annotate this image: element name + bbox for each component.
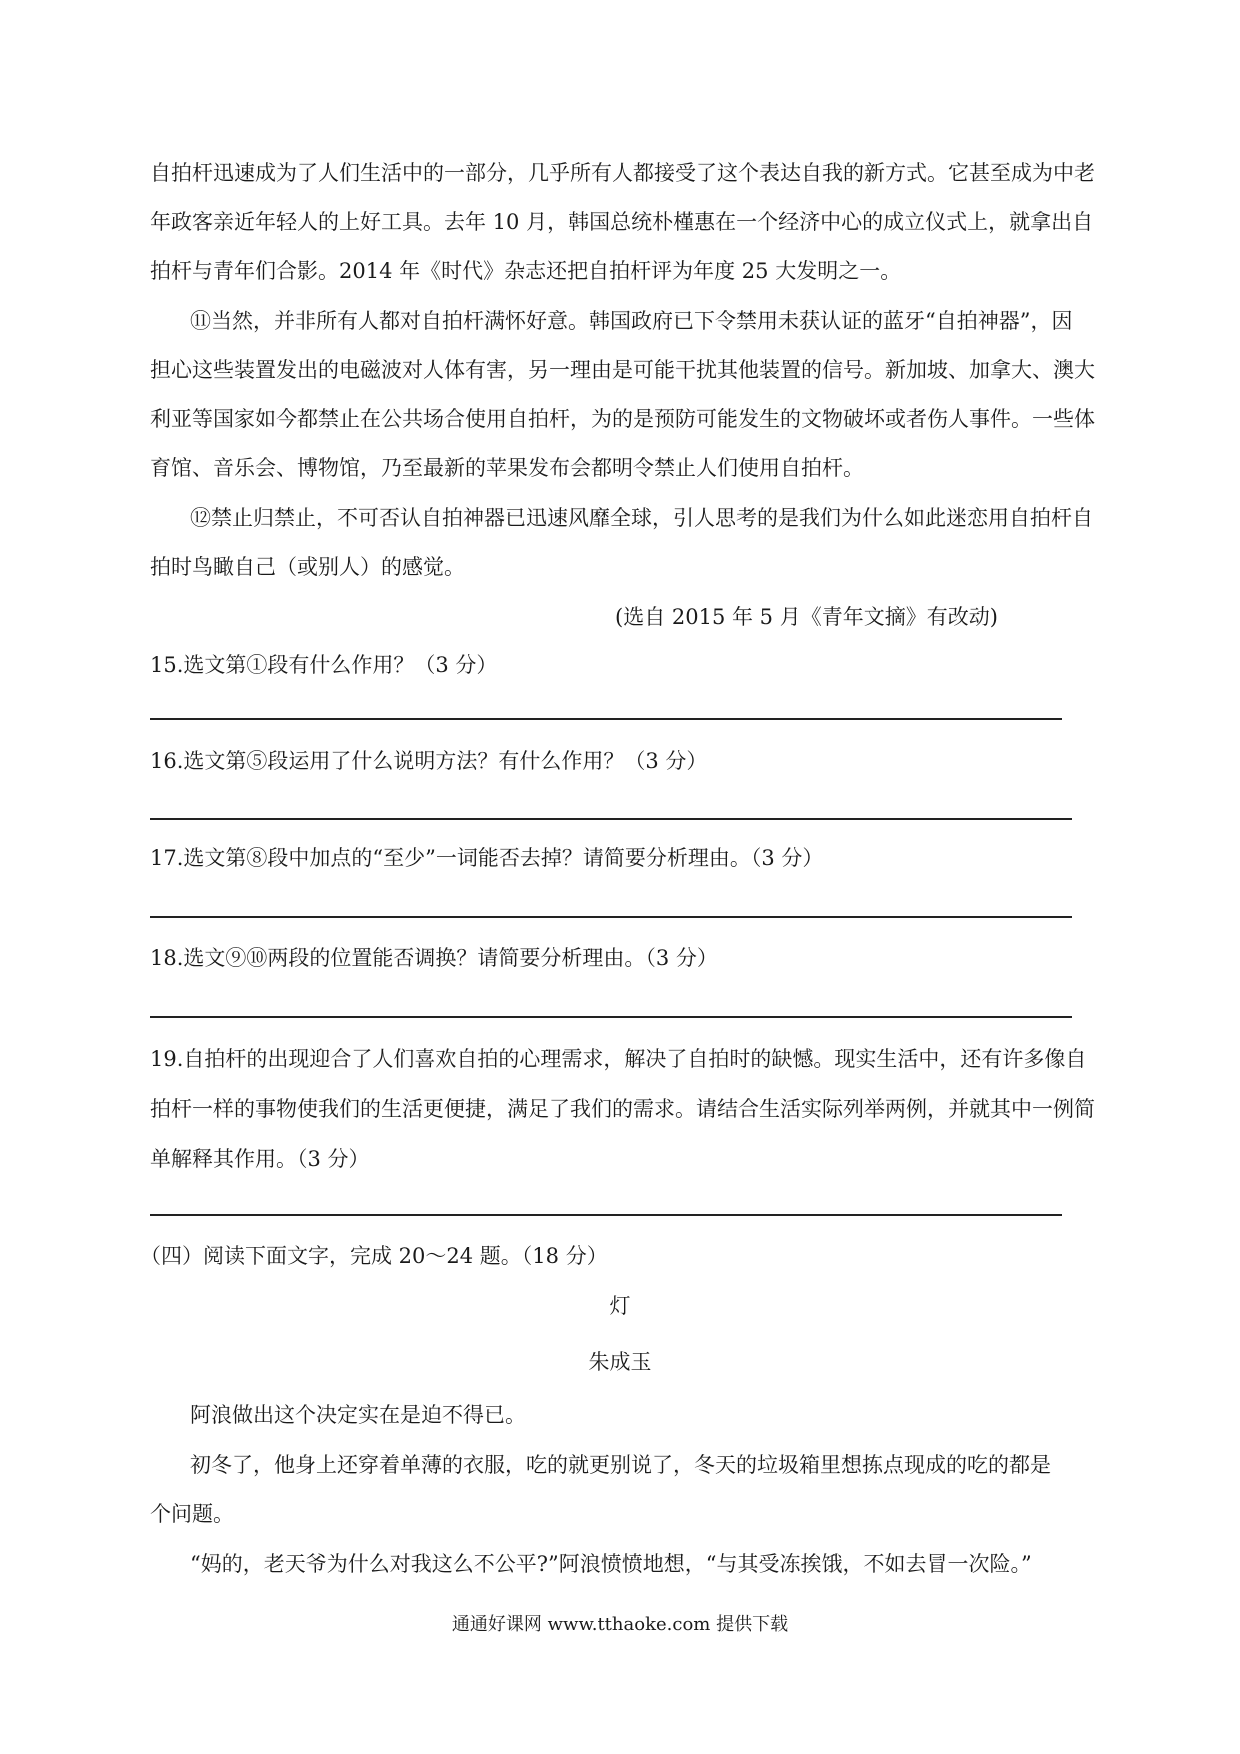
answer-line-19[interactable] xyxy=(150,1214,1062,1216)
story-title: 灯 xyxy=(609,1294,631,1318)
answer-line-17[interactable] xyxy=(150,916,1072,918)
article-line: ⑪当然，并非所有人都对自拍杆满怀好意。韩国政府已下令禁用未获认证的蓝牙“自拍神器”，因 xyxy=(190,309,1073,333)
story-line: 阿浪做出这个决定实在是迫不得已。 xyxy=(190,1403,526,1427)
answer-line-18[interactable] xyxy=(150,1016,1072,1018)
section-heading: （四）阅读下面文字，完成 20～24 题。（18 分） xyxy=(140,1244,608,1268)
article-line: ⑫禁止归禁止，不可否认自拍神器已迅速风靡全球，引人思考的是我们为什么如此迷恋用自拍杆自 xyxy=(190,506,1093,530)
article-line: 拍杆与青年们合影。2014 年《时代》杂志还把自拍杆评为年度 25 大发明之一。 xyxy=(150,259,902,283)
question-17: 17.选文第⑧段中加点的“至少”一词能否去掉？请简要分析理由。（3 分） xyxy=(150,846,824,870)
question-19-line: 19.自拍杆的出现迎合了人们喜欢自拍的心理需求，解决了自拍时的缺憾。现实生活中，还有许多像自 xyxy=(150,1047,1087,1071)
question-18: 18.选文⑨⑩两段的位置能否调换？请简要分析理由。（3 分） xyxy=(150,946,718,970)
answer-line-16[interactable] xyxy=(150,818,1072,820)
article-line: 拍时鸟瞰自己（或别人）的感觉。 xyxy=(150,555,465,579)
story-line: 初冬了，他身上还穿着单薄的衣服，吃的就更别说了，冬天的垃圾箱里想拣点现成的吃的都是 xyxy=(190,1453,1051,1477)
question-16: 16.选文第⑤段运用了什么说明方法？有什么作用？（3 分） xyxy=(150,749,708,773)
article-line: 年政客亲近年轻人的上好工具。去年 10 月，韩国总统朴槿惠在一个经济中心的成立仪式上，就拿出自 xyxy=(150,210,1094,234)
page-footer: 通通好课网 www.tthaoke.com 提供下载 xyxy=(451,1614,789,1635)
question-15: 15.选文第①段有什么作用？（3 分） xyxy=(150,653,498,677)
article-source: (选自 2015 年 5 月《青年文摘》有改动) xyxy=(615,605,998,629)
article-line: 自拍杆迅速成为了人们生活中的一部分，几乎所有人都接受了这个表达自我的新方式。它甚至成为中老 xyxy=(150,161,1095,185)
story-line: 个问题。 xyxy=(150,1502,234,1526)
article-line: 利亚等国家如今都禁止在公共场合使用自拍杆，为的是预防可能发生的文物破坏或者伤人事件。一些体 xyxy=(150,407,1095,431)
question-19-line: 拍杆一样的事物使我们的生活更便捷，满足了我们的需求。请结合生活实际列举两例，并就其中一例简 xyxy=(150,1097,1095,1121)
story-author: 朱成玉 xyxy=(588,1350,652,1374)
question-19-line: 单解释其作用。（3 分） xyxy=(150,1147,370,1171)
story-line: “妈的，老天爷为什么对我这么不公平?”阿浪愤愤地想，“与其受冻挨饿，不如去冒一次险。” xyxy=(190,1552,1032,1576)
article-line: 担心这些装置发出的电磁波对人体有害，另一理由是可能干扰其他装置的信号。新加坡、加拿大、澳大 xyxy=(150,358,1095,382)
answer-line-15[interactable] xyxy=(150,718,1062,720)
article-line: 育馆、音乐会、博物馆，乃至最新的苹果发布会都明令禁止人们使用自拍杆。 xyxy=(150,456,864,480)
